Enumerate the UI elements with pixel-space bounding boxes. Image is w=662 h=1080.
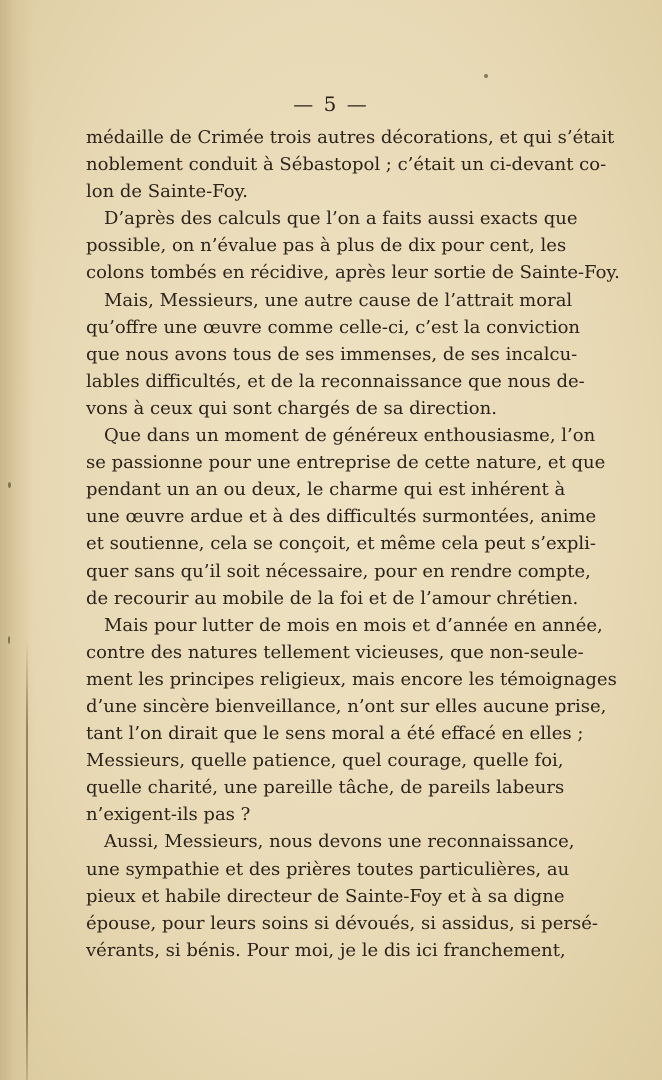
text-line: contre des natures tellement vicieuses, que non-seule- xyxy=(86,641,584,663)
text-line: et soutienne, cela se conçoit, et même cela peut s’expli- xyxy=(86,533,596,555)
text-line: pieux et habile directeur de Sainte-Foy et à sa digne xyxy=(86,885,565,907)
binding-gutter xyxy=(0,0,34,1080)
text-line: tant l’on dirait que le sens moral a été effacé en elles ; xyxy=(86,723,584,745)
body-text xyxy=(86,124,620,964)
text-line: D’après des calculs que l’on a faits aussi exacts que xyxy=(104,208,578,230)
text-line: d’une sincère bienveillance, n’ont sur elles aucune prise, xyxy=(86,695,607,717)
text-line: quelle charité, une pareille tâche, de pareils labeurs xyxy=(86,777,565,799)
text-line: Mais, Messieurs, une autre cause de l’attrait moral xyxy=(104,289,573,311)
paper-speck xyxy=(8,636,10,644)
text-line: vérants, si bénis. Pour moi, je le dis ici franchement, xyxy=(86,939,566,961)
text-line: médaille de Crimée trois autres décorations, et qui s’était xyxy=(86,127,615,148)
binding-edge xyxy=(26,640,28,1080)
text-line: une œuvre ardue et à des difficultés surmontées, anime xyxy=(86,506,597,528)
text-line: quer sans qu’il soit nécessaire, pour en rendre compte, xyxy=(86,560,591,582)
paper-speck xyxy=(484,74,488,78)
text-line: Mais pour lutter de mois en mois et d’année en année, xyxy=(104,614,603,636)
text-line: n’exigent-ils pas ? xyxy=(86,804,251,826)
text-line: colons tombés en récidive, après leur sortie de Sainte-Foy. xyxy=(86,262,620,284)
text-line: lables difficultés, et de la reconnaissance que nous de- xyxy=(86,370,585,392)
paper-speck xyxy=(8,482,11,488)
page-number: — 5 — xyxy=(293,92,369,116)
text-line: de recourir au mobile de la foi et de l’amour chrétien. xyxy=(86,587,579,609)
text-line: ment les principes religieux, mais encore les témoignages xyxy=(86,668,617,690)
text-line: une sympathie et des prières toutes particulières, au xyxy=(86,858,570,880)
text-line: noblement conduit à Sébastopol ; c’était un ci-devant co- xyxy=(86,154,607,176)
text-line: épouse, pour leurs soins si dévoués, si assidus, si persé- xyxy=(86,912,598,934)
text-line: se passionne pour une entreprise de cette nature, et que xyxy=(86,452,606,474)
text-line: Messieurs, quelle patience, quel courage, quelle foi, xyxy=(86,750,564,772)
text-line: qu’offre une œuvre comme celle-ci, c’est la conviction xyxy=(86,316,581,338)
text-line: vons à ceux qui sont chargés de sa direction. xyxy=(86,397,497,419)
text-line: Aussi, Messieurs, nous devons une reconnaissance, xyxy=(104,831,575,853)
text-line: lon de Sainte-Foy. xyxy=(86,181,249,203)
text-line: possible, on n’évalue pas à plus de dix pour cent, les xyxy=(86,235,567,257)
text-line: Que dans un moment de généreux enthousiasme, l’on xyxy=(104,425,596,447)
text-line: que nous avons tous de ses immenses, de ses incalcu- xyxy=(86,343,578,365)
text-line: pendant un an ou deux, le charme qui est inhérent à xyxy=(86,479,566,501)
